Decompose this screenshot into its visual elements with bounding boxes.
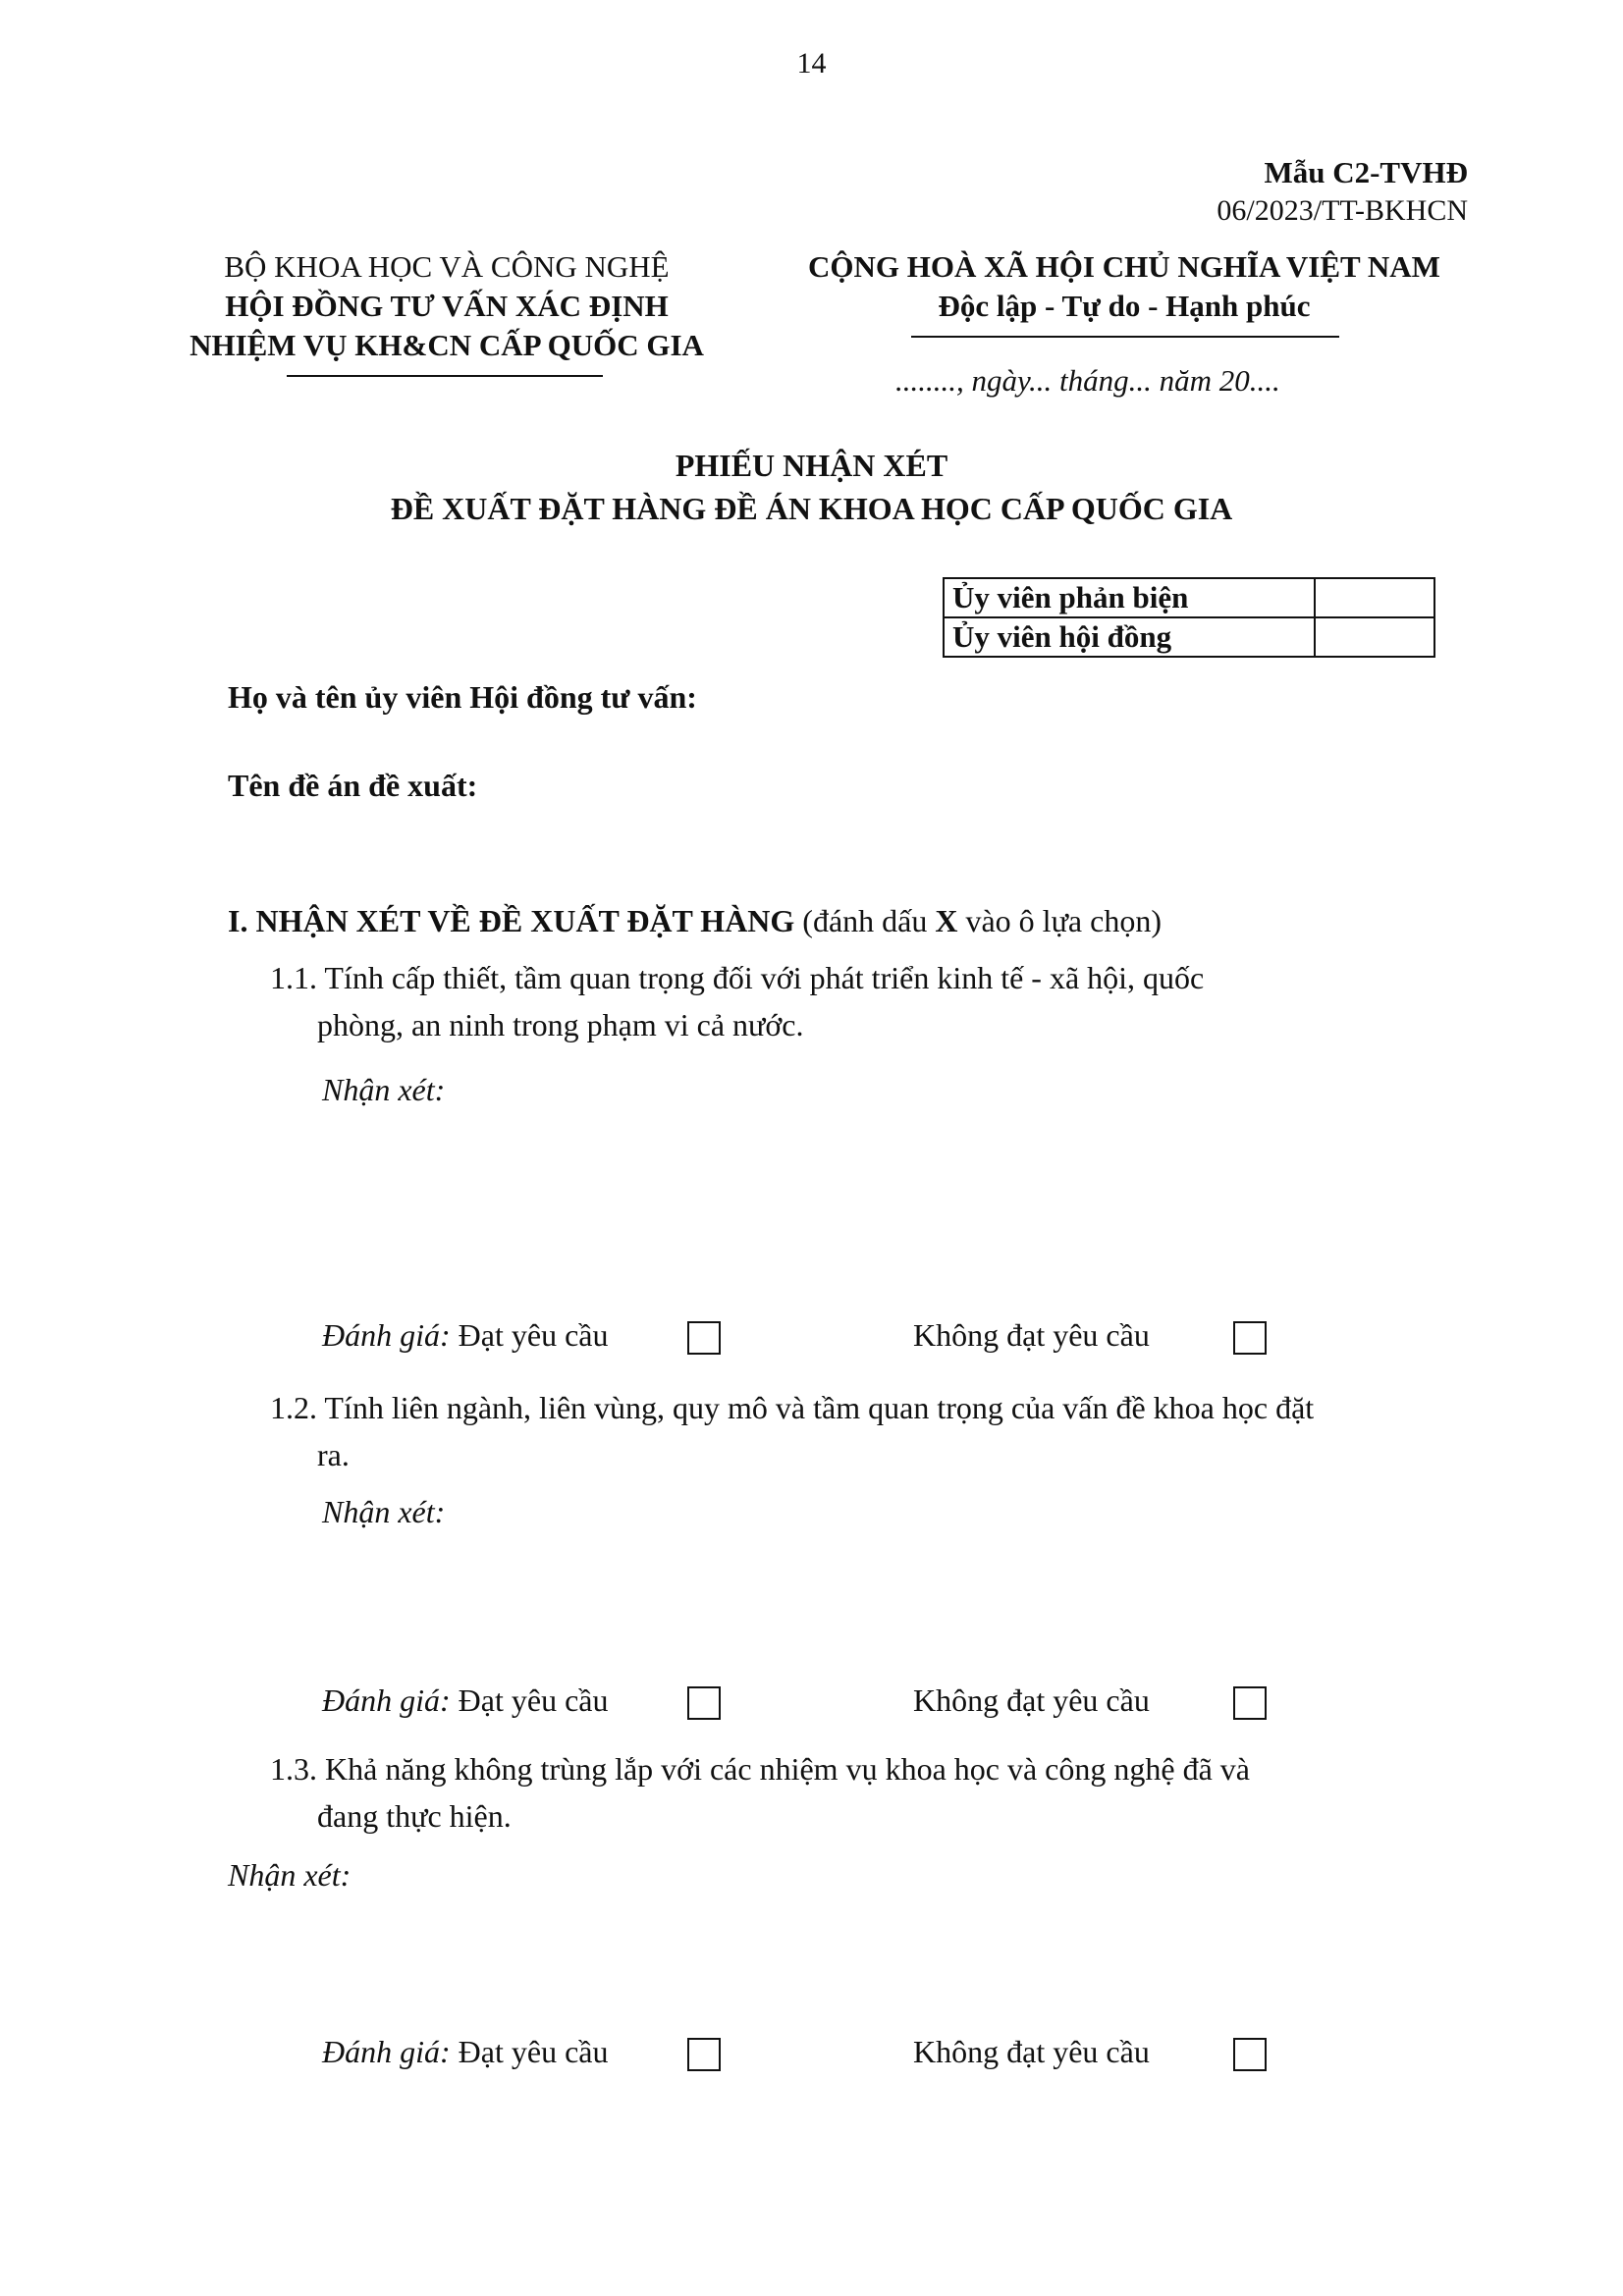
table-row (944, 617, 1434, 657)
evaluation-row (322, 2034, 608, 2070)
pass-checkbox[interactable] (687, 1686, 721, 1720)
role-table (943, 577, 1435, 658)
pass-label: Đạt yêu cầu (458, 2034, 609, 2069)
criterion-text-line2: ra. (317, 1437, 350, 1472)
comment-label: Nhận xét: (228, 1857, 352, 1893)
date-line: ........, ngày... tháng... năm 20.... (895, 363, 1280, 398)
page-number: 14 (796, 47, 827, 80)
motto-underline (911, 336, 1339, 338)
criterion-1-3 (270, 1745, 1468, 1840)
criterion-text-line2: phòng, an ninh trong phạm vi cả nước. (317, 1007, 804, 1042)
fail-label: Không đạt yêu cầu (913, 1682, 1150, 1718)
council-name-line1: HỘI ĐỒNG TƯ VẤN XÁC ĐỊNH (225, 289, 669, 323)
form-title (0, 444, 1623, 530)
evaluation-label: Đánh giá: (322, 1317, 451, 1353)
role-label: Ủy viên phản biện (944, 578, 1315, 617)
project-name-label: Tên đề án đề xuất: (228, 768, 478, 803)
council-name-line2: NHIỆM VỤ KH&CN CẤP QUỐC GIA (189, 328, 704, 362)
section-heading (228, 903, 1162, 939)
pass-checkbox[interactable] (687, 2038, 721, 2071)
role-mark-cell[interactable] (1315, 617, 1434, 657)
ministry-name: BỘ KHOA HỌC VÀ CÔNG NGHỆ (224, 249, 670, 284)
role-mark-cell[interactable] (1315, 578, 1434, 617)
fail-checkbox[interactable] (1233, 2038, 1267, 2071)
criterion-1-1 (270, 954, 1468, 1048)
comment-label: Nhận xét: (322, 1494, 446, 1529)
national-header-block (766, 247, 1483, 326)
criterion-text-line1: 1.1. Tính cấp thiết, tầm quan trọng đối với phát triển kinh tế - xã hội, quốc (270, 960, 1205, 995)
section-title: I. NHẬN XÉT VỀ ĐỀ XUẤT ĐẶT HÀNG (228, 903, 795, 938)
role-label: Ủy viên hội đồng (944, 617, 1315, 657)
criterion-text-line1: 1.3. Khả năng không trùng lắp với các nhiệm vụ khoa học và công nghệ đã và (270, 1751, 1250, 1787)
pass-checkbox[interactable] (687, 1321, 721, 1355)
member-name-label: Họ và tên ủy viên Hội đồng tư vấn: (228, 679, 697, 715)
issuing-agency-block (128, 247, 766, 365)
section-instruction-mark: X (935, 903, 958, 938)
comment-label: Nhận xét: (322, 1072, 446, 1107)
fail-label: Không đạt yêu cầu (913, 1317, 1150, 1353)
criterion-text-line1: 1.2. Tính liên ngành, liên vùng, quy mô và tầm quan trọng của vấn đề khoa học đặt (270, 1390, 1315, 1425)
national-motto: Độc lập - Tự do - Hạnh phúc (938, 289, 1311, 323)
agency-underline (287, 375, 603, 377)
pass-label: Đạt yêu cầu (458, 1682, 609, 1718)
fail-label: Không đạt yêu cầu (913, 2034, 1150, 2069)
section-instruction-post: vào ô lựa chọn) (957, 903, 1162, 938)
evaluation-row (322, 1682, 608, 1719)
evaluation-label: Đánh giá: (322, 1682, 451, 1718)
form-title-line2: ĐỀ XUẤT ĐẶT HÀNG ĐỀ ÁN KHOA HỌC CẤP QUỐC GIA (390, 491, 1233, 526)
form-title-line1: PHIẾU NHẬN XÉT (675, 448, 948, 483)
criterion-1-2 (270, 1384, 1468, 1478)
fail-checkbox[interactable] (1233, 1686, 1267, 1720)
criterion-text-line2: đang thực hiện. (317, 1798, 512, 1834)
table-row (944, 578, 1434, 617)
circular-reference: 06/2023/TT-BKHCN (1217, 194, 1468, 227)
evaluation-row (322, 1317, 608, 1354)
form-code: Mẫu C2-TVHĐ (1264, 155, 1468, 189)
fail-checkbox[interactable] (1233, 1321, 1267, 1355)
evaluation-label: Đánh giá: (322, 2034, 451, 2069)
nation-name: CỘNG HOÀ XÃ HỘI CHỦ NGHĨA VIỆT NAM (808, 249, 1440, 284)
pass-label: Đạt yêu cầu (458, 1317, 609, 1353)
section-instruction-pre: (đánh dấu (802, 903, 936, 938)
